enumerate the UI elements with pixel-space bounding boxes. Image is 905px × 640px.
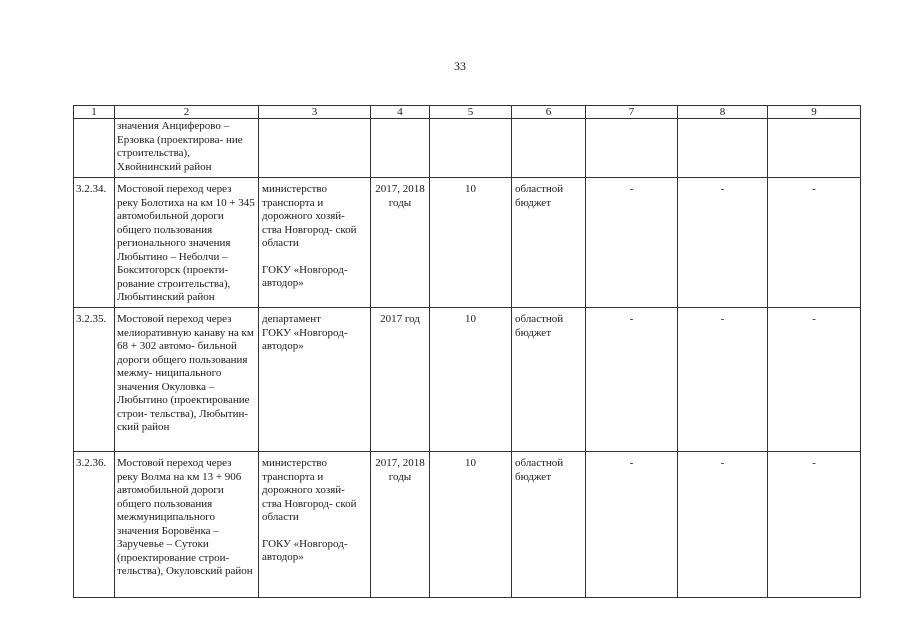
column-header: 8 (678, 106, 768, 119)
measure-name: Мостовой переход через реку Болотиха на км 10 + 345 автомобильной дороги общего пользования регионального значения Любытино – Неболчи – Бокситогорск (проекти- рование строительства), Любытинский район (115, 178, 259, 308)
value-col5: 10 (430, 308, 512, 452)
value-col7: - (586, 308, 678, 452)
years: 2017 год (371, 308, 430, 452)
page-number: 33 (454, 59, 466, 73)
value-col9: - (768, 178, 861, 308)
item-number: 3.2.36. (74, 452, 115, 598)
value-col7: - (586, 452, 678, 598)
executor: министерство транспорта и дорожного хозяй- ства Новгород- ской области (262, 183, 357, 249)
years: 2017, 2018 годы (371, 452, 430, 598)
column-header: 2 (115, 106, 259, 119)
executor: департамент (262, 313, 321, 325)
header-row (74, 106, 861, 119)
years: 2017, 2018 годы (371, 178, 430, 308)
executor-cell (259, 308, 371, 452)
measure-name: Мостовой переход через реку Волма на км 13 + 906 автомобильной дороги общего пользования межмуниципального значения Боровёнка – Заручевье – Сутоки (проектирование строи- тельства), Окуловский район (115, 452, 259, 598)
funding-source: областной бюджет (512, 178, 586, 308)
table-row-continuation (74, 119, 861, 178)
executor-cell (259, 178, 371, 308)
table-row (74, 308, 861, 452)
executor: ГОКУ «Новгород- автодор» (262, 263, 348, 289)
executor-cell (259, 452, 371, 598)
value-col7: - (586, 178, 678, 308)
column-header: 6 (512, 106, 586, 119)
executor: ГОКУ «Новгород- автодор» (262, 326, 348, 352)
value-col8: - (678, 452, 768, 598)
value-col8: - (678, 308, 768, 452)
table-row (74, 178, 861, 308)
executor: ГОКУ «Новгород- автодор» (262, 537, 348, 563)
measure-name: значения Анциферово – Ерзовка (проектирова- ние строительства), Хвойнинский район (115, 119, 259, 178)
funding-source: областной бюджет (512, 308, 586, 452)
value-col8: - (678, 178, 768, 308)
column-header: 9 (768, 106, 861, 119)
value-col9: - (768, 308, 861, 452)
column-header: 4 (371, 106, 430, 119)
measure-name: Мостовой переход через мелиоративную канаву на км 68 + 302 автомо- бильной дороги общего пользования межму- ниципального значения Окуловка – Любытино (проектирование строи- тельства), Любытин- ский район (115, 308, 259, 452)
value-col5: 10 (430, 452, 512, 598)
item-number: 3.2.34. (74, 178, 115, 308)
item-number: 3.2.35. (74, 308, 115, 452)
column-header: 1 (74, 106, 115, 119)
column-header: 5 (430, 106, 512, 119)
funding-source: областной бюджет (512, 452, 586, 598)
program-table (73, 105, 861, 598)
column-header: 7 (586, 106, 678, 119)
table-row (74, 452, 861, 598)
value-col9: - (768, 452, 861, 598)
value-col5: 10 (430, 178, 512, 308)
executor: министерство транспорта и дорожного хозяй- ства Новгород- ской области (262, 457, 357, 523)
column-header: 3 (259, 106, 371, 119)
